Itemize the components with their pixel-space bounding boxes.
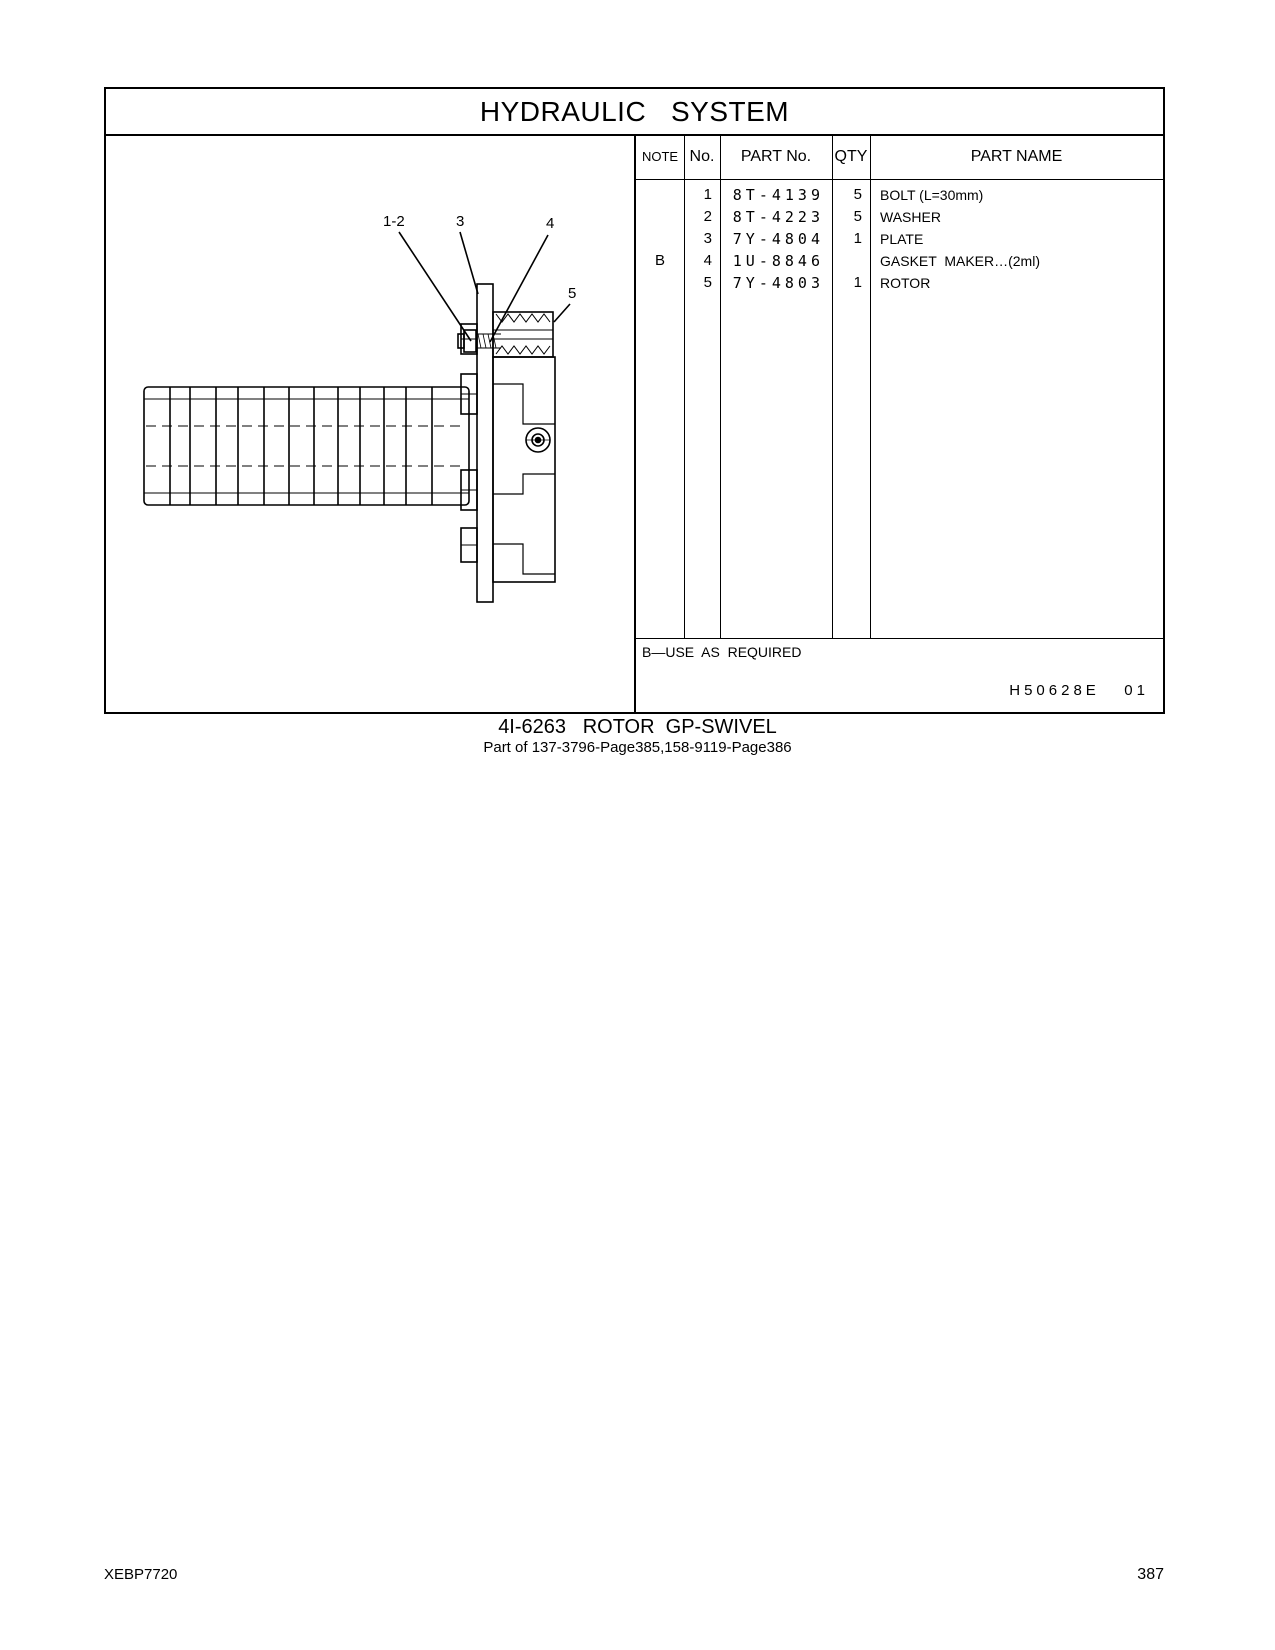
page-number: 387 — [1137, 1566, 1164, 1583]
leader-line — [490, 235, 548, 342]
row-number: 5 — [703, 274, 712, 291]
footnote: B—USE AS REQUIRED — [642, 644, 802, 660]
row-qty: 1 — [853, 274, 862, 291]
header-part-name: PART NAME — [970, 147, 1063, 165]
header-no: No. — [689, 147, 715, 165]
row-part-name: BOLT (L=30mm) — [880, 187, 984, 203]
row-part-name: GASKET MAKER…(2ml) — [880, 253, 1040, 269]
callout-label: 1-2 — [383, 213, 405, 230]
parts-page-frame — [104, 87, 1165, 714]
header-part-no: PART No. — [740, 147, 812, 165]
footer-divider — [636, 638, 1163, 639]
row-part-number: 7Y-4803 — [732, 274, 824, 292]
splined-shaft — [144, 387, 469, 505]
row-qty: 5 — [853, 186, 862, 203]
leader-line — [554, 304, 570, 322]
row-part-number: 8T-4139 — [732, 186, 824, 204]
row-number: 2 — [703, 208, 712, 225]
row-qty: 5 — [853, 208, 862, 225]
row-part-name: PLATE — [880, 231, 924, 247]
row-number: 1 — [703, 186, 712, 203]
row-part-name: ROTOR — [880, 275, 931, 291]
header-divider — [636, 179, 1163, 180]
header-note: NOTE — [641, 149, 679, 164]
row-part-number: 1U-8846 — [732, 252, 824, 270]
header-qty: QTY — [834, 147, 868, 165]
rotor-body — [493, 312, 555, 582]
drawing-code: H50628E 01 — [1009, 682, 1149, 699]
row-number: 3 — [703, 230, 712, 247]
title-bar — [106, 89, 1163, 136]
row-part-number: 7Y-4804 — [732, 230, 824, 248]
row-part-number: 8T-4223 — [732, 208, 824, 226]
parts-list — [636, 134, 1163, 712]
group-reference: Part of 137-3796-Page385,158-9119-Page386 — [483, 739, 792, 756]
leader-line — [460, 232, 478, 294]
row-qty: 1 — [853, 230, 862, 247]
column-divider — [870, 134, 871, 638]
callout-label: 4 — [546, 215, 555, 232]
row-note: B — [654, 252, 665, 269]
document-id: XEBP7720 — [104, 1566, 178, 1583]
rotor-illustration — [106, 134, 634, 712]
group-title: 4I-6263 ROTOR GP-SWIVEL — [498, 716, 777, 738]
row-part-name: WASHER — [880, 209, 941, 225]
page-title: HYDRAULIC SYSTEM — [479, 95, 790, 127]
callout-label: 5 — [568, 285, 577, 302]
row-number: 4 — [703, 252, 712, 269]
callout-label: 3 — [456, 213, 465, 230]
exploded-diagram — [106, 134, 636, 712]
